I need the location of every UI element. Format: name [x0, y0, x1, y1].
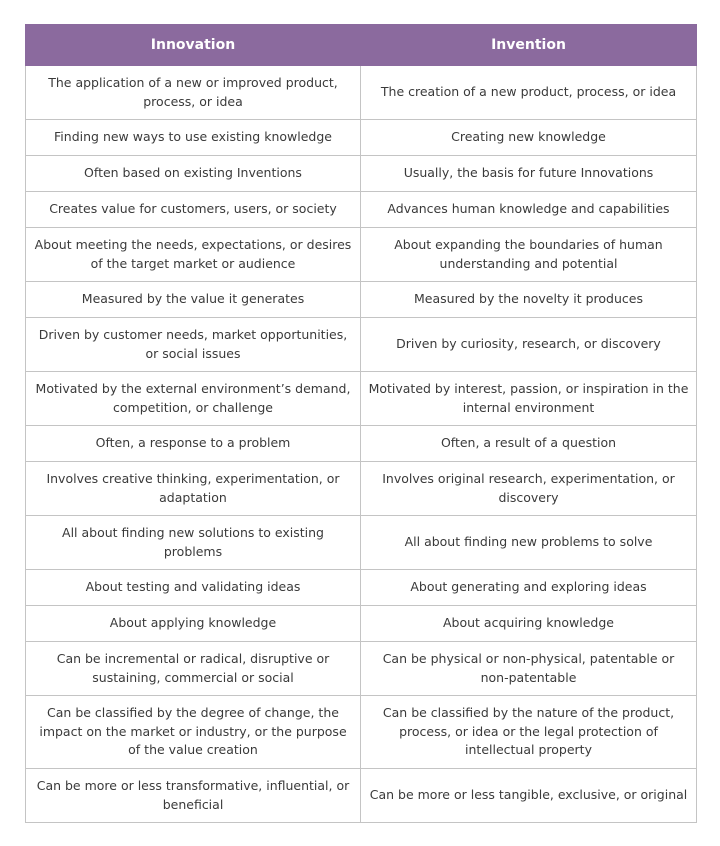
- invention-cell: Can be more or less tangible, exclusive, or original: [361, 769, 697, 823]
- innovation-cell: Often, a response to a problem: [26, 426, 361, 462]
- invention-cell: Creating new knowledge: [361, 120, 697, 156]
- innovation-cell: Involves creative thinking, experimentation, or adaptation: [26, 462, 361, 516]
- invention-cell: The creation of a new product, process, or idea: [361, 66, 697, 120]
- innovation-cell: Finding new ways to use existing knowledge: [26, 120, 361, 156]
- invention-cell: Measured by the novelty it produces: [361, 282, 697, 318]
- invention-cell: About generating and exploring ideas: [361, 570, 697, 606]
- innovation-cell: The application of a new or improved product, process, or idea: [26, 66, 361, 120]
- innovation-cell: Creates value for customers, users, or society: [26, 192, 361, 228]
- innovation-cell: Driven by customer needs, market opportunities, or social issues: [26, 318, 361, 372]
- table-row: [26, 570, 697, 606]
- table-row: [26, 516, 697, 570]
- table-row: [26, 192, 697, 228]
- innovation-cell: Measured by the value it generates: [26, 282, 361, 318]
- innovation-cell: All about finding new solutions to existing problems: [26, 516, 361, 570]
- invention-cell: Motivated by interest, passion, or inspiration in the internal environment: [361, 372, 697, 426]
- invention-cell: Can be physical or non-physical, patentable or non-patentable: [361, 642, 697, 696]
- table-row: [26, 372, 697, 426]
- innovation-cell: Often based on existing Inventions: [26, 156, 361, 192]
- column-header-innovation: Innovation: [26, 25, 361, 66]
- invention-cell: Often, a result of a question: [361, 426, 697, 462]
- innovation-cell: About testing and validating ideas: [26, 570, 361, 606]
- comparison-table: [25, 24, 697, 823]
- table-row: [26, 642, 697, 696]
- invention-cell: Involves original research, experimentation, or discovery: [361, 462, 697, 516]
- invention-cell: Usually, the basis for future Innovations: [361, 156, 697, 192]
- invention-cell: About acquiring knowledge: [361, 606, 697, 642]
- table-row: [26, 318, 697, 372]
- innovation-cell: Motivated by the external environment’s demand, competition, or challenge: [26, 372, 361, 426]
- table-row: [26, 156, 697, 192]
- innovation-cell: About applying knowledge: [26, 606, 361, 642]
- table-row: [26, 426, 697, 462]
- invention-cell: All about finding new problems to solve: [361, 516, 697, 570]
- table-header-row: [26, 25, 697, 66]
- table-row: [26, 120, 697, 156]
- innovation-cell: Can be classified by the degree of change, the impact on the market or industry, or the purpose of the value creation: [26, 696, 361, 769]
- table-row: [26, 606, 697, 642]
- table-row: [26, 696, 697, 769]
- innovation-cell: Can be more or less transformative, influential, or beneficial: [26, 769, 361, 823]
- column-header-invention: Invention: [361, 25, 697, 66]
- innovation-cell: Can be incremental or radical, disruptive or sustaining, commercial or social: [26, 642, 361, 696]
- innovation-cell: About meeting the needs, expectations, or desires of the target market or audience: [26, 228, 361, 282]
- table-row: [26, 282, 697, 318]
- invention-cell: Advances human knowledge and capabilities: [361, 192, 697, 228]
- invention-cell: About expanding the boundaries of human understanding and potential: [361, 228, 697, 282]
- invention-cell: Driven by curiosity, research, or discovery: [361, 318, 697, 372]
- table-row: [26, 228, 697, 282]
- invention-cell: Can be classified by the nature of the product, process, or idea or the legal protection of intellectual property: [361, 696, 697, 769]
- table-row: [26, 769, 697, 823]
- table-row: [26, 462, 697, 516]
- table-row: [26, 66, 697, 120]
